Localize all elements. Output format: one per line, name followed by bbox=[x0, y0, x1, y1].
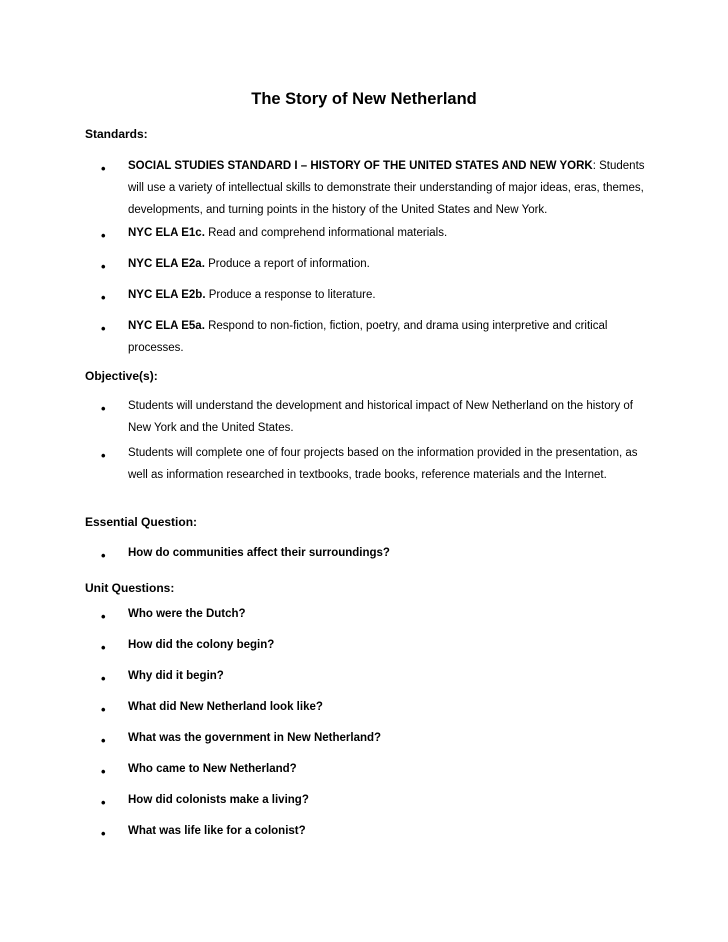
bullet-icon: • bbox=[101, 401, 106, 416]
document-title: The Story of New Netherland bbox=[251, 90, 477, 108]
standard-label: NYC ELA E2b. bbox=[128, 289, 206, 301]
unit-question-item: How did the colony begin? bbox=[128, 639, 275, 651]
standard-label: NYC ELA E1c. bbox=[128, 227, 205, 239]
bullet-icon: • bbox=[101, 640, 106, 655]
bullet-icon: • bbox=[101, 321, 106, 336]
bullet-icon: • bbox=[101, 259, 106, 274]
standard-item bbox=[128, 253, 648, 275]
bullet-icon: • bbox=[101, 733, 106, 748]
essential-question-item: How do communities affect their surroundings? bbox=[128, 547, 390, 559]
bullet-icon: • bbox=[101, 161, 106, 176]
unit-question-item: Who were the Dutch? bbox=[128, 608, 246, 620]
standard-text: : Students will use a variety of intellectual skills to demonstrate their understanding of major ideas, eras, themes, developments, and turning points in the history of the United States and New York. bbox=[128, 160, 645, 216]
standard-label: SOCIAL STUDIES STANDARD I – HISTORY OF THE UNITED STATES AND NEW YORK bbox=[128, 160, 593, 172]
unit-question-item: What was life like for a colonist? bbox=[128, 825, 306, 837]
unit-question-item: What did New Netherland look like? bbox=[128, 701, 323, 713]
bullet-icon: • bbox=[101, 764, 106, 779]
standard-label: NYC ELA E5a. bbox=[128, 320, 205, 332]
unit-question-item: Who came to New Netherland? bbox=[128, 763, 297, 775]
standards-heading: Standards: bbox=[85, 127, 148, 141]
bullet-icon: • bbox=[101, 290, 106, 305]
standard-text: Respond to non-fiction, fiction, poetry, and drama using interpretive and critical processes. bbox=[128, 320, 608, 354]
unit-question-item: What was the government in New Netherland? bbox=[128, 732, 382, 744]
objectives-heading: Objective(s): bbox=[85, 369, 158, 383]
standard-text: Produce a report of information. bbox=[204, 258, 370, 270]
bullet-icon: • bbox=[101, 826, 106, 841]
bullet-icon: • bbox=[101, 702, 106, 717]
standard-label: NYC ELA E2a. bbox=[128, 258, 205, 270]
standard-item bbox=[128, 222, 648, 244]
standard-text: Read and comprehend informational materials. bbox=[204, 227, 448, 239]
bullet-icon: • bbox=[101, 548, 106, 563]
standard-item bbox=[128, 315, 648, 359]
unit-question-item: Why did it begin? bbox=[128, 670, 224, 682]
unit-questions-heading: Unit Questions: bbox=[85, 581, 175, 595]
standard-item bbox=[128, 284, 648, 306]
bullet-icon: • bbox=[101, 671, 106, 686]
unit-question-item: How did colonists make a living? bbox=[128, 794, 309, 806]
standard-text: Produce a response to literature. bbox=[205, 289, 376, 301]
bullet-icon: • bbox=[101, 795, 106, 810]
bullet-icon: • bbox=[101, 448, 106, 463]
objective-item: Students will understand the development and historical impact of New Netherland on the history of New York and the United States. bbox=[128, 400, 634, 434]
bullet-icon: • bbox=[101, 228, 106, 243]
bullet-icon: • bbox=[101, 609, 106, 624]
objective-item: Students will complete one of four projects based on the information provided in the presentation, as well as information researched in textbooks, trade books, reference materials and the Internet. bbox=[128, 447, 638, 481]
essential-question-heading: Essential Question: bbox=[85, 515, 198, 529]
standard-item bbox=[128, 155, 648, 221]
